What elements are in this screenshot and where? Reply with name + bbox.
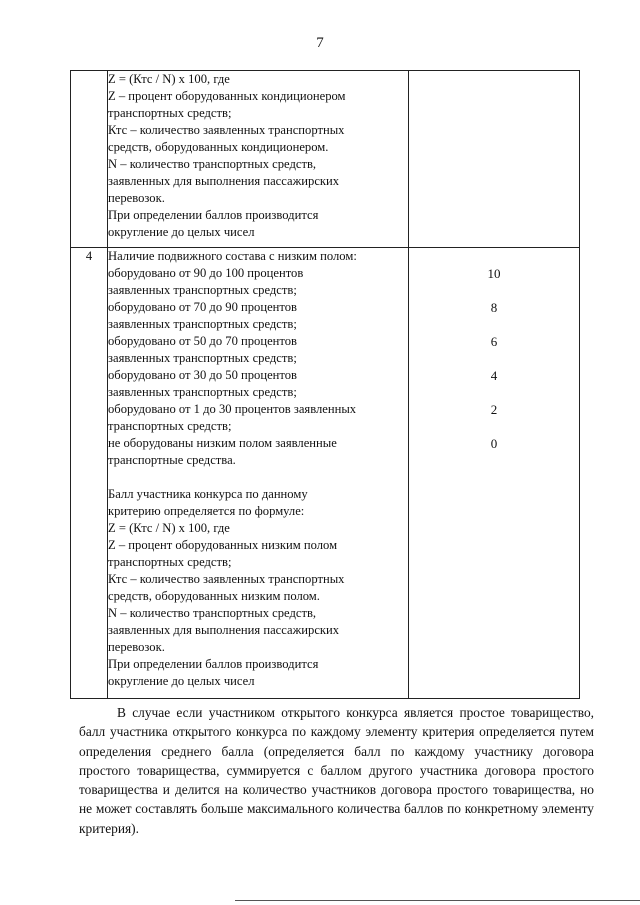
text-line: При определении баллов производится bbox=[108, 657, 319, 671]
blank-line bbox=[108, 469, 408, 486]
text-line: заявленных транспортных средств; bbox=[108, 385, 297, 399]
text-line: перевозок. bbox=[108, 640, 165, 654]
score-value: 10 bbox=[487, 266, 501, 281]
text-line: оборудовано от 50 до 70 процентов bbox=[108, 334, 297, 348]
footer-rule bbox=[235, 900, 640, 901]
text-line: средств, оборудованных низким полом. bbox=[108, 589, 320, 603]
text-line: транспортных средств; bbox=[108, 106, 232, 120]
text-line: оборудовано от 30 до 50 процентов bbox=[108, 368, 297, 382]
text-line: заявленных транспортных средств; bbox=[108, 317, 297, 331]
score-cell bbox=[409, 248, 580, 699]
text-line: критерию определяется по формуле: bbox=[108, 504, 305, 518]
body-paragraph: В случае если участником открытого конкурса является простое товарищество, балл участника открытого конкурса по каждому элементу критерия определяется путем определения среднего балла (определяется балл по каждому участнику договора простого товарищества, суммируется с баллом другого участника договора простого товарищества и делится на количество участников договора простого товарищества, но не может составлять больше максимального количества баллов по конкретному элементу критерия). bbox=[79, 705, 594, 836]
text-line: Z = (Ктс / N) x 100, где bbox=[108, 521, 230, 535]
text-line: перевозок. bbox=[108, 191, 165, 205]
text-line: транспортные средства. bbox=[108, 453, 236, 467]
text-line: Z = (Ктс / N) x 100, где bbox=[108, 72, 230, 86]
text-line: транспортных средств; bbox=[108, 555, 232, 569]
score-value: 8 bbox=[490, 300, 498, 315]
criteria-table bbox=[70, 70, 580, 699]
page-number: 7 bbox=[316, 35, 324, 51]
row-number-cell bbox=[71, 71, 108, 248]
text-line: Z – процент оборудованных низким полом bbox=[108, 538, 338, 552]
text-line: оборудовано от 70 до 90 процентов bbox=[108, 300, 297, 314]
text-line: оборудовано от 1 до 30 процентов заявленных bbox=[108, 402, 357, 416]
score-value: 0 bbox=[490, 436, 498, 451]
score-value: 2 bbox=[490, 402, 498, 417]
text-line: оборудовано от 90 до 100 процентов bbox=[108, 266, 304, 280]
text-line: N – количество транспортных средств, bbox=[108, 157, 317, 171]
criterion-text-cell bbox=[108, 248, 409, 699]
text-line: Ктс – количество заявленных транспортных bbox=[108, 572, 345, 586]
score-value: 4 bbox=[490, 368, 498, 383]
table-row-4 bbox=[71, 248, 580, 699]
text-line: Балл участника конкурса по данному bbox=[108, 487, 308, 501]
text-line: заявленных транспортных средств; bbox=[108, 283, 297, 297]
text-line: заявленных для выполнения пассажирских bbox=[108, 174, 340, 188]
text-line: транспортных средств; bbox=[108, 419, 232, 433]
text-line: заявленных транспортных средств; bbox=[108, 351, 297, 365]
text-line: Наличие подвижного состава с низким полом: bbox=[108, 249, 357, 263]
score-cell bbox=[409, 71, 580, 248]
text-line: Ктс – количество заявленных транспортных bbox=[108, 123, 345, 137]
body-paragraph-block bbox=[79, 703, 594, 838]
text-line: N – количество транспортных средств, bbox=[108, 606, 317, 620]
text-line: Z – процент оборудованных кондиционером bbox=[108, 89, 346, 103]
score-list bbox=[409, 248, 579, 469]
text-line: округление до целых чисел bbox=[108, 225, 255, 239]
text-line: не оборудованы низким полом заявленные bbox=[108, 436, 337, 450]
text-line: округление до целых чисел bbox=[108, 674, 255, 688]
text-line: При определении баллов производится bbox=[108, 208, 319, 222]
table-row-continued bbox=[71, 71, 580, 248]
score-value: 6 bbox=[490, 334, 498, 349]
text-line: средств, оборудованных кондиционером. bbox=[108, 140, 329, 154]
row-number-cell: 4 bbox=[71, 248, 108, 699]
text-line: заявленных для выполнения пассажирских bbox=[108, 623, 340, 637]
criterion-text-cell bbox=[108, 71, 409, 248]
